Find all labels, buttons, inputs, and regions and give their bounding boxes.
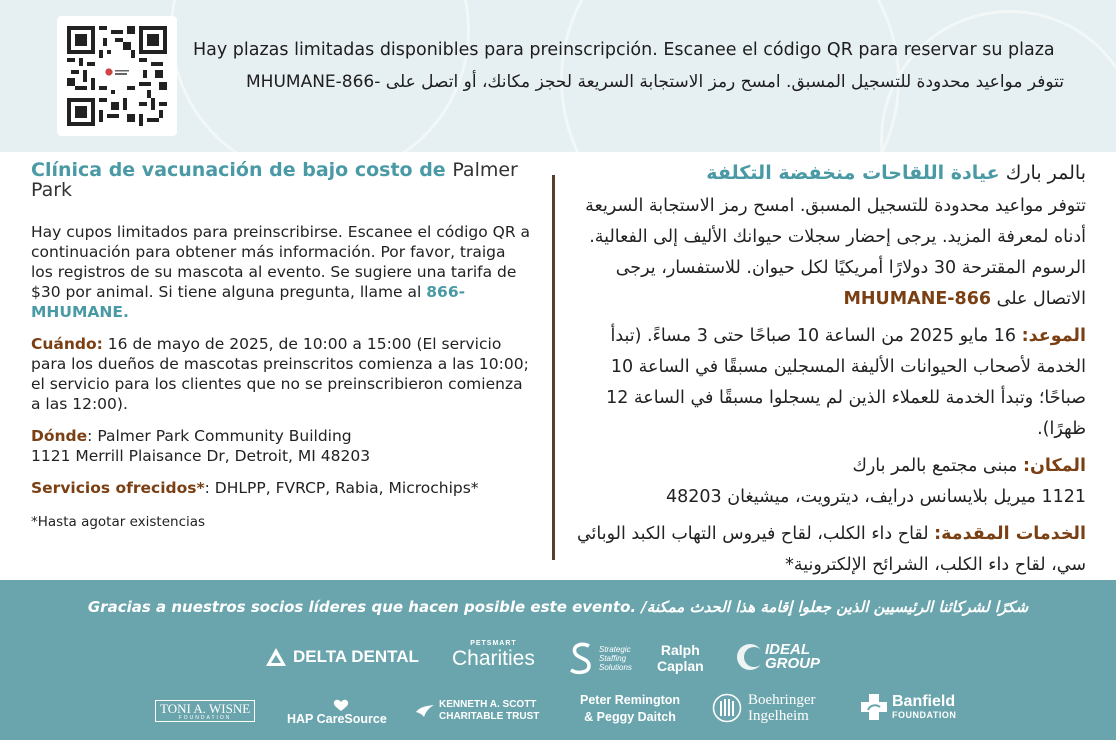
arabic-services-label: الخدمات المقدمة: [934, 524, 1086, 544]
qr-code[interactable] [57, 16, 177, 136]
spanish-phone-link[interactable]: 866-MHUMANE. [31, 283, 466, 321]
toni-foundation-text: FOUNDATION [178, 715, 232, 721]
spanish-title-place: Palmer Park [31, 159, 518, 201]
boehringer-line1: Boehringer [748, 692, 816, 708]
qr-code-icon [67, 26, 167, 126]
boehringer-ingelheim-logo [712, 692, 815, 724]
spanish-services [31, 478, 531, 498]
boehringer-text [748, 692, 815, 724]
arabic-when [566, 321, 1086, 445]
delta-triangle-icon [265, 647, 287, 667]
caplan-text: Caplan [657, 658, 704, 674]
arabic-when-text: 16 مايو 2025 من الساعة 10 صباحًا حتى 3 مساءً. (تبدأ الخدمة لأصحاب الحيوانات الأليفة المسجلين مسبقًا في الساعة 10 صباحًا؛ وتبدأ الخدمة للعملاء الذين لم يسجلوا مسبقًا في الساعة 12 ظهرًا). [606, 326, 1086, 439]
petsmart-charities-logo [452, 640, 535, 671]
arabic-column [566, 158, 1086, 593]
kenneth-line1: KENNETH A. SCOTT [439, 699, 537, 710]
kenneth-scott-text [439, 699, 539, 723]
spanish-column [31, 160, 531, 532]
strategic-staffing-text: Strategic Staffing Solutions [599, 644, 632, 672]
banfield-line1: Banfield [892, 693, 956, 710]
toni-wisne-logo [155, 700, 255, 722]
banfield-line2: FOUNDATION [892, 710, 957, 720]
header-text-spanish: Hay plazas limitadas disponibles para preinscripción. Escanee el código QR para reservar su plaza [193, 40, 1055, 60]
arabic-where-line2: 1121 ميريل بلايسانس درايف، ديترويت، ميشيغان 48203 [665, 487, 1086, 507]
arabic-intro-text: تتوفر مواعيد محدودة للتسجيل المسبق. امسح رمز الاستجابة السريعة أدناه لمعرفة المزيد. يرجى إحضار سجلات حيوانك الأليف إلى الفعالية. الرسوم المقترحة 30 دولارًا أمريكيًا لكل حيوان. للاستفسار، يرجى الاتصال على [585, 196, 1086, 309]
ideal-group-logo [735, 642, 820, 672]
boehringer-line2: Ingelheim [748, 708, 809, 724]
spanish-when-label: Cuándo: [31, 335, 103, 353]
arabic-title-place: بالمر بارك [1005, 162, 1086, 184]
delta-dental-text: DELTA DENTAL [293, 647, 419, 666]
petsmart-small-text: PETSMART [470, 640, 517, 647]
banfield-foundation-logo [860, 693, 956, 721]
remington-line1: Peter Remington [580, 693, 681, 707]
header-band [0, 0, 1116, 152]
kenneth-scott-logo [415, 699, 539, 723]
bird-icon [415, 703, 435, 719]
heart-icon [333, 698, 349, 712]
arabic-where [566, 451, 1086, 513]
remington-line2: & Peggy Daitch [584, 710, 676, 724]
spanish-when [31, 334, 531, 414]
spanish-intro-text: Hay cupos limitados para preinscribirse. Escanee el código QR a continuación para obtener más información. Por favor, traiga los registros de su mascota al evento. Se sugiere una tarifa de $30 por animal. Si tiene alguna pregunta, llame al [31, 223, 531, 301]
strategic-staffing-logo [567, 640, 639, 676]
arabic-services-text: لقاح داء الكلب، لقاح فيروس التهاب الكبد الوبائي سي، لقاح داء الكلب، الشرائح الإلكترونية* [576, 524, 1086, 575]
arabic-where-label: المكان: [1023, 456, 1086, 476]
arabic-where-line1: مبنى مجتمع بالمر بارك [852, 456, 1018, 476]
spanish-title [31, 160, 531, 200]
header-text-arabic: تتوفر مواعيد محدودة للتسجيل المسبق. امسح رمز الاستجابة السريعة لحجز مكانك، أو اتصل على -MHUMANE-866 [246, 72, 1064, 92]
peter-remington-logo [580, 692, 680, 726]
hap-caresource-text: HAP CareSource [287, 712, 387, 726]
ralph-caplan-logo [657, 642, 704, 674]
group-text: GROUP [765, 655, 821, 672]
arabic-intro [566, 191, 1086, 315]
strategic-s-icon [567, 640, 597, 676]
spanish-services-label: Servicios ofrecidos* [31, 479, 205, 497]
arabic-title [566, 158, 1086, 189]
boehringer-emblem-icon [712, 693, 742, 723]
arabic-when-label: الموعد: [1021, 326, 1086, 346]
sponsors-thanks: Gracias a nuestros socios líderes que hacen posible este evento. /شكرًا لشركائنا الرئيسيين الذين جعلوا إقامة هذا الحدث ممكنة [87, 598, 1029, 616]
toni-wisne-text: TONI A. WISNE [160, 701, 251, 716]
banfield-text [892, 694, 956, 720]
delta-dental-logo [265, 647, 419, 667]
spanish-where [31, 426, 531, 466]
kenneth-line2: CHARITABLE TRUST [439, 711, 540, 722]
spanish-where-label: Dónde [31, 427, 88, 445]
arabic-services [566, 519, 1086, 581]
sponsors-band [0, 580, 1116, 740]
ideal-text: IDEAL [765, 641, 810, 658]
spanish-title-text: Clínica de vacunación de bajo costo de [31, 159, 446, 181]
arabic-title-text: عيادة اللقاحات منخفضة التكلفة [706, 162, 1000, 184]
banfield-cross-icon [860, 693, 888, 721]
hap-caresource-logo [287, 698, 387, 726]
spanish-intro [31, 222, 531, 322]
column-divider [552, 175, 555, 560]
petsmart-charities-text: Charities [452, 647, 535, 670]
spanish-where-line1: : Palmer Park Community Building [87, 427, 352, 445]
spanish-when-text: 16 de mayo de 2025, de 10:00 a 15:00 (El servicio para los dueños de mascotas preinscritos comienza a las 10:00; el servicio para los clientes que no se preinscribieron comienza a las 12:00). [31, 335, 529, 413]
spanish-services-text: : DHLPP, FVRCP, Rabia, Microchips* [204, 479, 479, 497]
arabic-phone-link[interactable]: MHUMANE-866 [843, 289, 992, 309]
spanish-where-line2: 1121 Merrill Plaisance Dr, Detroit, MI 48203 [31, 447, 371, 465]
spanish-note: *Hasta agotar existencias [31, 514, 206, 530]
ideal-group-text [765, 643, 820, 671]
ralph-text: Ralph [660, 642, 700, 658]
ideal-group-circle-icon [735, 642, 769, 672]
